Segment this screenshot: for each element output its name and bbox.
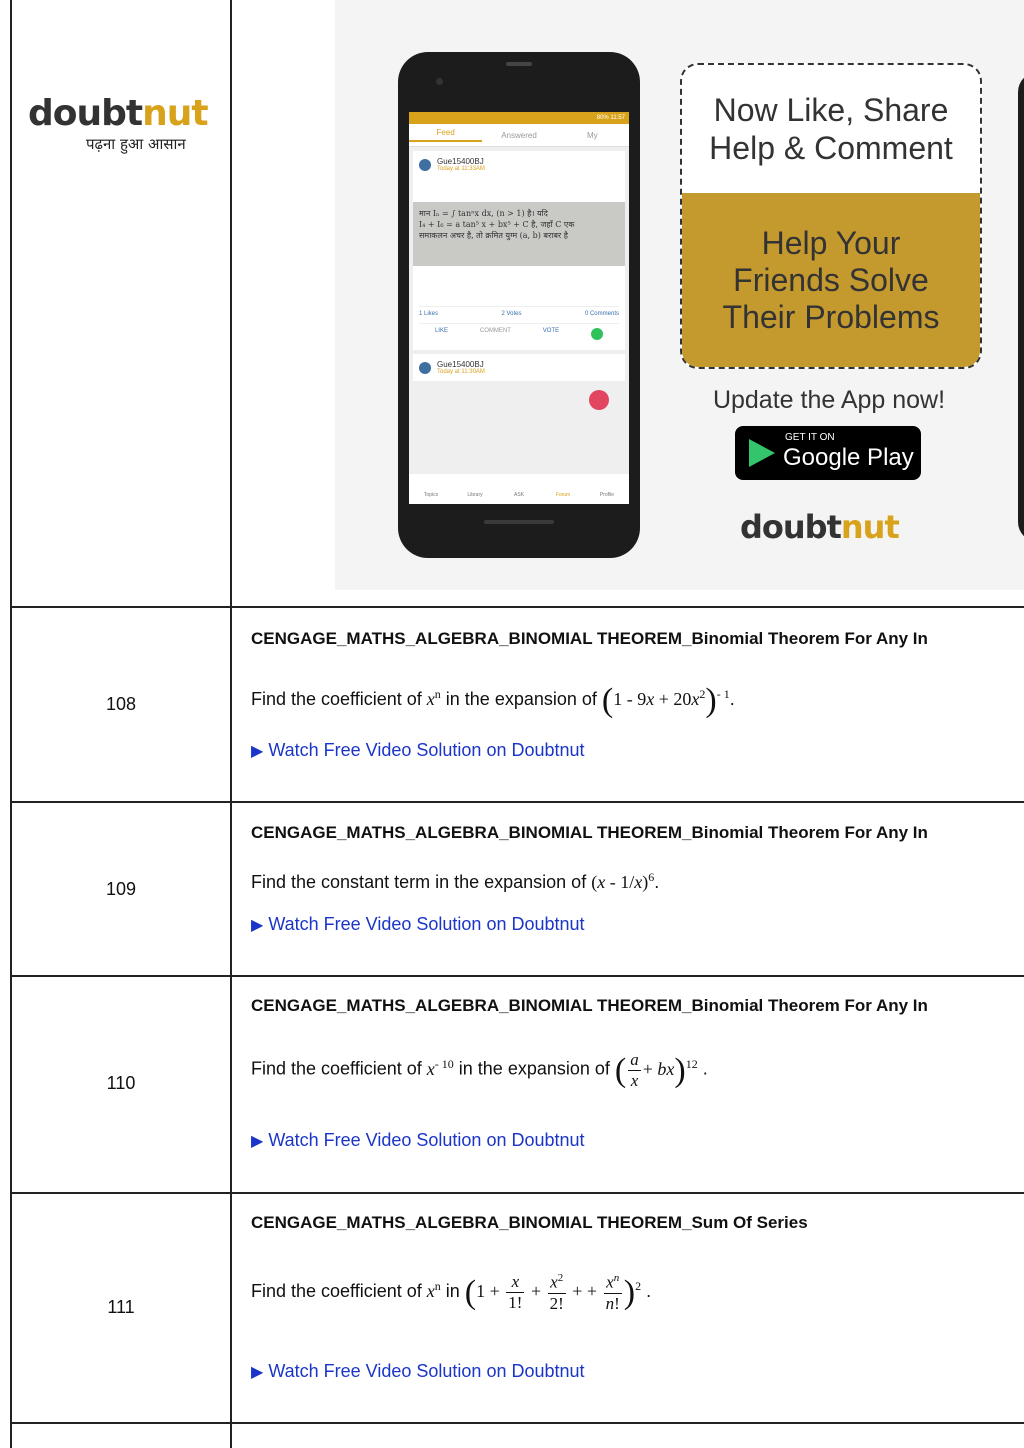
phone-speaker [506, 62, 532, 66]
app-promo-banner[interactable] [335, 0, 1024, 590]
question-number: 110 [106, 1073, 136, 1093]
play-circle-icon: ▶︎ [251, 917, 264, 934]
row-divider [10, 1192, 1024, 1194]
math-expression: (x - 1/x)$^6$ [591, 870, 655, 892]
question-heading: CENGAGE_MATHS_ALGEBRA_BINOMIAL THEOREM_Binomial Theorem For Any In [251, 996, 928, 1015]
nav-forum: Forum [555, 492, 571, 498]
phone-screen [409, 112, 629, 504]
logo-wordmark: doubtnut [28, 93, 208, 134]
math-expression: $x^n$ [426, 687, 441, 710]
math-expression: ( $\frac{a}{x}$ + bx)$^{12}$ [614, 1050, 698, 1090]
watch-video-link[interactable]: ▶︎ Watch Free Video Solution on Doubtnut [251, 740, 585, 760]
tab-my: My [586, 130, 598, 140]
watch-video-link[interactable]: ▶︎ Watch Free Video Solution on Doubtnut [251, 1130, 585, 1150]
whatsapp-icon [591, 328, 603, 340]
user-icon [419, 362, 431, 374]
banner-doubtnut-logo: doubtnut [740, 508, 899, 546]
question-heading: CENGAGE_MATHS_ALGEBRA_BINOMIAL THEOREM_Binomial Theorem For Any In [251, 823, 928, 842]
question-heading: CENGAGE_MATHS_ALGEBRA_BINOMIAL THEOREM_Sum Of Series [251, 1213, 808, 1232]
like-action: LIKE [434, 328, 448, 334]
table-column-divider [230, 0, 232, 1448]
table-left-border [10, 0, 12, 1448]
row-divider [10, 1422, 1024, 1424]
play-circle-icon: ▶︎ [251, 743, 264, 760]
post-user: Gue15400BJ Today at 11:30AM [419, 360, 619, 375]
logo-tagline: पढ़ना हुआ आसान [86, 135, 186, 153]
promo-top-text: Now Like, Share Help & Comment [709, 92, 953, 166]
vote-action: VOTE [542, 328, 560, 334]
row-divider [10, 975, 1024, 977]
post-actions [419, 323, 619, 344]
nav-profile: Profile [599, 492, 615, 498]
math-expression: $(1 - 9x + 20x^2)^{- 1}$ [601, 682, 730, 719]
google-play-icon [749, 439, 775, 467]
question-number: 111 [107, 1297, 135, 1317]
phone-status-bar: 80% 11:57 [409, 112, 629, 124]
watch-video-link[interactable]: ▶︎ Watch Free Video Solution on Doubtnut [251, 1361, 585, 1381]
user-icon [419, 159, 431, 171]
play-circle-icon: ▶︎ [251, 1364, 264, 1381]
phone-camera [436, 78, 443, 85]
post-user: Gue15400BJ Today at 11:33AM [419, 157, 619, 172]
question-text: Find the coefficient of $x^n$ in the expansion of $(1 - 9x + 20x^2)^{- 1}$. [251, 682, 735, 719]
row-divider [10, 801, 1024, 803]
math-expression: (1 + $\frac{x}{1!}$ + $\frac{x^2}{2!}$ + + $\frac{x^n}{n!}$ )$^2$ [464, 1272, 642, 1313]
promo-bottom-text: Help Your Friends Solve Their Problems [682, 193, 980, 367]
second-phone-mockup-edge [1018, 72, 1024, 542]
floating-action-button [589, 390, 609, 410]
question-number: 109 [105, 879, 137, 899]
doubtnut-logo [28, 93, 218, 154]
question-text: Find the coefficient of $x^{- 10}$ in the expansion of ( $\frac{a}{x}$ + bx)$^{12}$ . [251, 1050, 708, 1090]
question-text: Find the coefficient of $x^n$ in (1 + $\frac{x}{1!}$ + $\frac{x^2}{2!}$ + + $\frac{x^n}{n!}$ )$^2$ . [251, 1272, 652, 1313]
phone-bottom-nav [409, 474, 629, 504]
post-stats: 1 Likes 2 Votes 0 Comments [419, 306, 619, 317]
forum-post [413, 151, 625, 350]
math-expression: $x^{- 10}$ [426, 1056, 454, 1079]
nav-library: Library [467, 492, 483, 498]
play-circle-icon: ▶︎ [251, 1133, 264, 1150]
watch-video-link[interactable]: ▶︎ Watch Free Video Solution on Doubtnut [251, 914, 585, 934]
question-number: 108 [105, 694, 137, 714]
promo-message-box [680, 63, 982, 369]
tab-answered: Answered [501, 130, 537, 140]
nav-topics: Topics [423, 492, 439, 498]
row-divider [10, 606, 1024, 608]
forum-post [413, 354, 625, 381]
google-play-button[interactable]: GET IT ON Google Play [735, 426, 921, 480]
question-text: Find the constant term in the expansion of (x - 1/x)$^6$. [251, 870, 660, 892]
math-expression: $x^n$ [426, 1278, 441, 1301]
update-app-text: Update the App now! [712, 386, 946, 414]
forum-tabs [409, 124, 629, 147]
comment-action: COMMENT [479, 328, 511, 334]
phone-home-bar [484, 520, 554, 524]
nav-ask: ASK [513, 492, 524, 498]
question-image: मान Iₙ = ∫ tanⁿx dx, (n > 1) है। यदि I₄ + I₆ = a tan⁵ x + bx⁵ + C है, जहाँ C एक समाकलन अचर है, तो क्रमित युग्म (a, b) बराबर है [413, 202, 625, 266]
phone-mockup [398, 52, 640, 558]
question-heading: CENGAGE_MATHS_ALGEBRA_BINOMIAL THEOREM_Binomial Theorem For Any In [251, 629, 928, 648]
tab-feed: Feed [409, 128, 482, 142]
